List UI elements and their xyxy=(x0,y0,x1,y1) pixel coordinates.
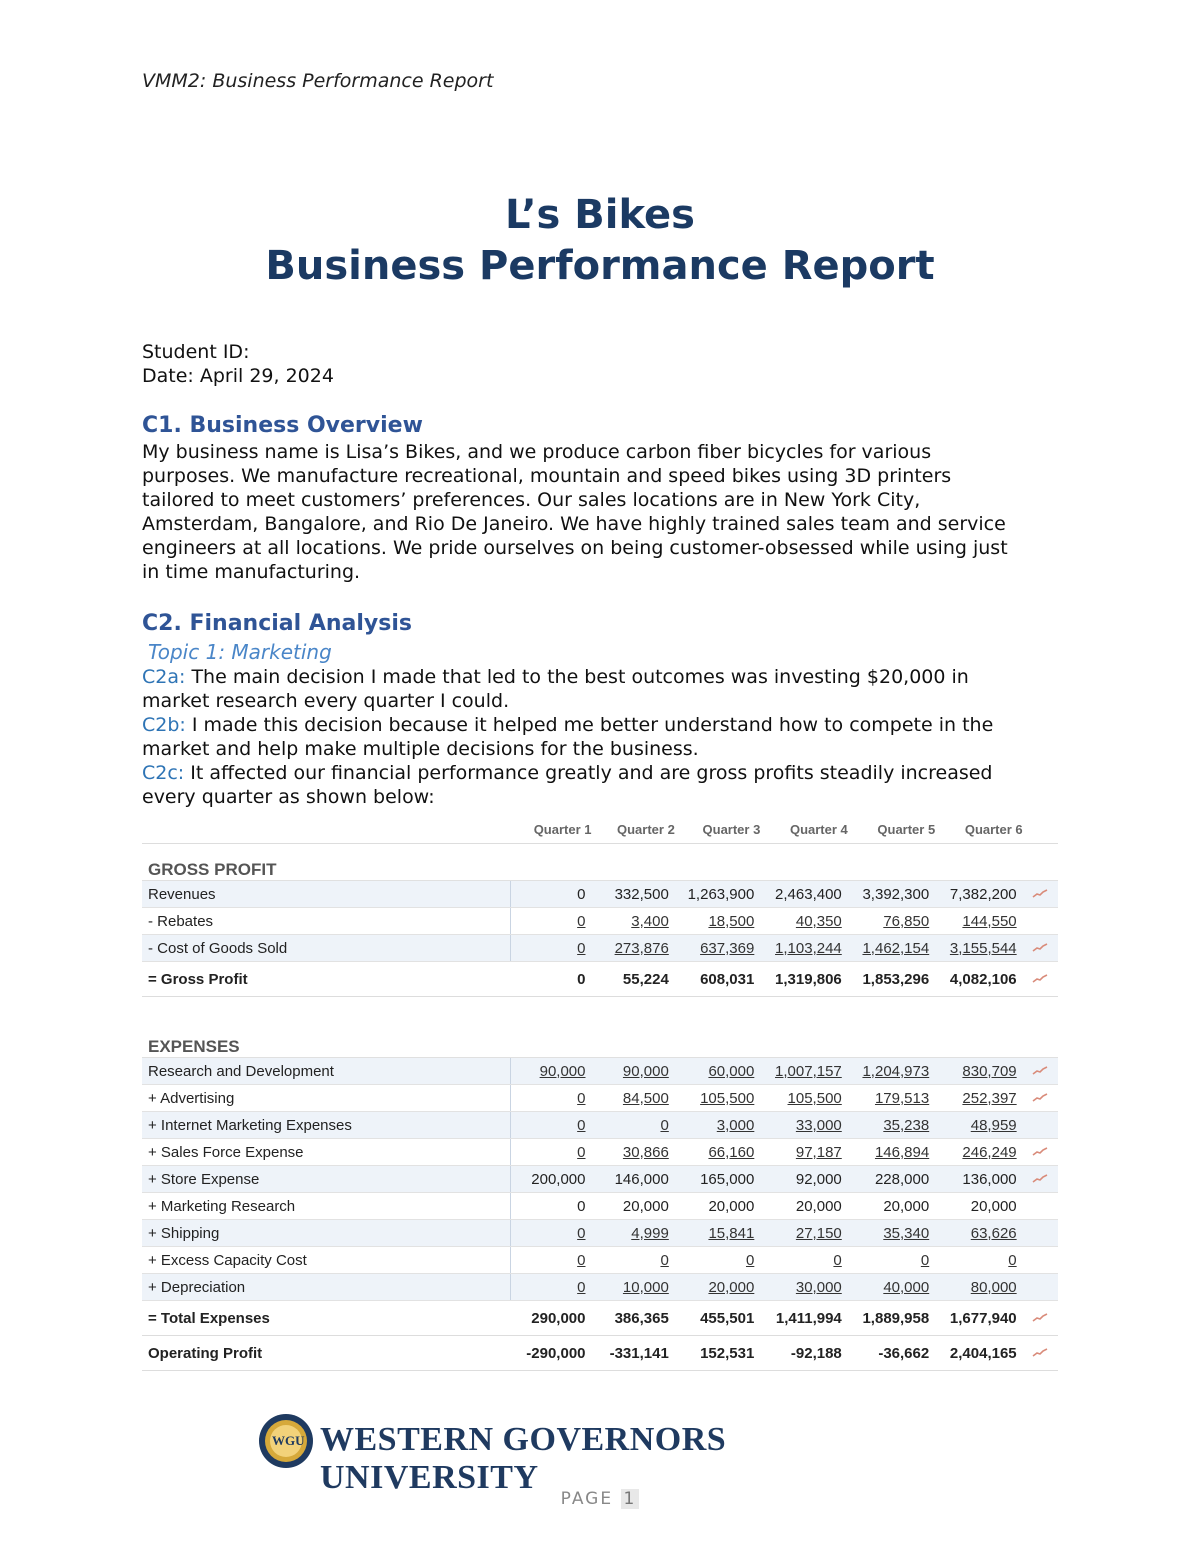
row-value xyxy=(592,1112,675,1139)
value-text: 0 xyxy=(577,970,586,988)
row-value xyxy=(510,962,591,997)
row-value xyxy=(848,1139,935,1166)
value-text: 246,249 xyxy=(962,1143,1017,1161)
row-value xyxy=(935,1336,1022,1371)
row-label: + Sales Force Expense xyxy=(142,1139,510,1166)
wgu-seal-text: WGU xyxy=(272,1433,305,1448)
row-value xyxy=(935,1301,1022,1336)
topic-1-heading: Topic 1: Marketing xyxy=(148,640,332,664)
c2c-label: C2c: xyxy=(142,762,185,784)
sparkline-icon xyxy=(1032,1313,1048,1323)
row-label: + Advertising xyxy=(142,1085,510,1112)
value-text: 84,500 xyxy=(622,1089,669,1107)
value-text: 0 xyxy=(577,912,586,930)
title-line-2: Business Performance Report xyxy=(265,243,935,289)
row-value xyxy=(760,935,847,962)
value-text: 608,031 xyxy=(700,970,755,988)
value-text: 0 xyxy=(660,1116,669,1134)
c2a-line-1 xyxy=(142,665,1062,689)
row-value xyxy=(675,962,761,997)
wgu-logo-text: WESTERN GOVERNORS UNIVERSITY xyxy=(320,1421,727,1496)
row-value xyxy=(510,1085,591,1112)
row-value xyxy=(760,1274,847,1301)
page-footer xyxy=(0,1489,1200,1509)
quarter-header: Quarter 4 xyxy=(760,815,847,844)
meta-block xyxy=(142,340,334,388)
row-label: Research and Development xyxy=(142,1058,510,1085)
row-value xyxy=(510,935,591,962)
value-text: 0 xyxy=(577,1089,586,1107)
value-text: 0 xyxy=(577,1278,586,1296)
heading-c1: C1. Business Overview xyxy=(142,413,423,438)
row-value xyxy=(760,1139,847,1166)
row-value xyxy=(848,1247,935,1274)
c2c-text: It affected our financial performance greatly and are gross profits steadily increased xyxy=(184,762,993,784)
row-value xyxy=(675,1247,761,1274)
value-text: 0 xyxy=(577,1116,586,1134)
sparkline-cell xyxy=(1023,881,1058,908)
table-row xyxy=(142,935,1058,962)
value-text: 1,889,958 xyxy=(862,1309,930,1327)
value-text: 144,550 xyxy=(962,912,1017,930)
value-text: 290,000 xyxy=(531,1309,586,1327)
value-text: 146,000 xyxy=(614,1170,669,1188)
row-value xyxy=(675,1085,761,1112)
row-value xyxy=(675,935,761,962)
quarter-header: Quarter 2 xyxy=(592,815,675,844)
row-value xyxy=(510,1247,591,1274)
table-row xyxy=(142,1220,1058,1247)
value-text: 136,000 xyxy=(962,1170,1017,1188)
sparkline-cell xyxy=(1023,1274,1058,1301)
value-text: -36,662 xyxy=(878,1344,930,1362)
sparkline-icon xyxy=(1032,1348,1048,1358)
row-value xyxy=(760,1301,847,1336)
c2a-line-2: market research every quarter I could. xyxy=(142,690,510,712)
quarter-header: Quarter 1 xyxy=(510,815,591,844)
value-text: 3,000 xyxy=(716,1116,755,1134)
sparkline-cell xyxy=(1023,962,1058,997)
value-text: 18,500 xyxy=(708,912,755,930)
row-value xyxy=(510,881,591,908)
value-text: 0 xyxy=(745,1251,755,1269)
value-text: 20,000 xyxy=(970,1197,1017,1215)
row-label: Revenues xyxy=(142,881,510,908)
row-value xyxy=(760,1166,847,1193)
row-value xyxy=(935,1139,1022,1166)
value-text: 0 xyxy=(577,1197,586,1215)
value-text: 90,000 xyxy=(622,1062,669,1080)
spacer-row xyxy=(142,997,1058,1022)
value-text: 332,500 xyxy=(614,885,669,903)
report-title xyxy=(0,190,1200,292)
value-text: 1,204,973 xyxy=(862,1062,930,1080)
row-value xyxy=(510,908,591,935)
c1-line: in time manufacturing. xyxy=(142,561,361,583)
row-value xyxy=(592,1139,675,1166)
row-value xyxy=(592,1274,675,1301)
section-title: EXPENSES xyxy=(142,1021,1058,1058)
table-row xyxy=(142,1301,1058,1336)
row-value xyxy=(592,1336,675,1371)
row-value xyxy=(592,1058,675,1085)
row-value xyxy=(592,1085,675,1112)
value-text: 1,319,806 xyxy=(775,970,842,988)
value-text: 105,500 xyxy=(787,1089,842,1107)
value-text: 97,187 xyxy=(795,1143,842,1161)
sparkline-cell xyxy=(1023,908,1058,935)
row-value xyxy=(848,1112,935,1139)
financial-table xyxy=(142,815,1058,1371)
sparkline-cell xyxy=(1023,1139,1058,1166)
value-text: 35,238 xyxy=(883,1116,930,1134)
value-text: 63,626 xyxy=(970,1224,1017,1242)
row-value xyxy=(760,1058,847,1085)
row-value xyxy=(760,1220,847,1247)
row-label: + Store Expense xyxy=(142,1166,510,1193)
row-value xyxy=(935,1166,1022,1193)
sparkline-cell xyxy=(1023,1166,1058,1193)
row-value xyxy=(935,1085,1022,1112)
row-value xyxy=(675,881,761,908)
sparkline-cell xyxy=(1023,1193,1058,1220)
table-row xyxy=(142,962,1058,997)
value-text: 1,677,940 xyxy=(949,1309,1017,1327)
value-text: 60,000 xyxy=(708,1062,755,1080)
row-value xyxy=(592,881,675,908)
value-text: 3,155,544 xyxy=(949,939,1017,957)
value-text: 20,000 xyxy=(622,1197,669,1215)
value-text: 200,000 xyxy=(531,1170,586,1188)
table-row xyxy=(142,908,1058,935)
row-value xyxy=(510,1336,591,1371)
value-text: 105,500 xyxy=(700,1089,755,1107)
value-text: 10,000 xyxy=(622,1278,669,1296)
row-value xyxy=(675,1058,761,1085)
row-value xyxy=(760,1112,847,1139)
value-text: 152,531 xyxy=(700,1344,755,1362)
value-text: 0 xyxy=(577,939,586,957)
row-label: = Total Expenses xyxy=(142,1301,510,1336)
table-row xyxy=(142,1274,1058,1301)
row-value xyxy=(935,962,1022,997)
row-label: + Internet Marketing Expenses xyxy=(142,1112,510,1139)
c2c-line-2: every quarter as shown below: xyxy=(142,786,435,808)
row-value xyxy=(592,962,675,997)
table-row xyxy=(142,1166,1058,1193)
row-value xyxy=(848,1274,935,1301)
row-value xyxy=(510,1220,591,1247)
value-text: 1,853,296 xyxy=(862,970,930,988)
value-text: 4,082,106 xyxy=(949,970,1017,988)
row-value xyxy=(935,1193,1022,1220)
section-header-row xyxy=(142,844,1058,881)
page-label: PAGE xyxy=(560,1489,614,1509)
value-text: 2,463,400 xyxy=(775,885,842,903)
row-value xyxy=(675,1139,761,1166)
value-text: 0 xyxy=(577,1143,586,1161)
header-spacer xyxy=(1023,815,1058,844)
c1-line: Amsterdam, Bangalore, and Rio De Janeiro. We have highly trained sales team and service xyxy=(142,513,1006,535)
value-text: 4,999 xyxy=(631,1224,669,1242)
row-label: = Gross Profit xyxy=(142,962,510,997)
row-value xyxy=(935,1058,1022,1085)
value-text: 15,841 xyxy=(708,1224,755,1242)
value-text: 1,462,154 xyxy=(862,939,930,957)
row-label: + Excess Capacity Cost xyxy=(142,1247,510,1274)
sparkline-cell xyxy=(1023,1220,1058,1247)
row-value xyxy=(935,1274,1022,1301)
row-value xyxy=(760,881,847,908)
table-row xyxy=(142,881,1058,908)
row-value xyxy=(848,1220,935,1247)
row-value xyxy=(510,1301,591,1336)
value-text: 165,000 xyxy=(700,1170,755,1188)
sparkline-icon xyxy=(1032,889,1048,899)
row-value xyxy=(592,1193,675,1220)
sparkline-cell xyxy=(1023,935,1058,962)
sparkline-icon xyxy=(1032,943,1048,953)
row-value xyxy=(510,1193,591,1220)
section-header-row xyxy=(142,1021,1058,1058)
report-date: Date: April 29, 2024 xyxy=(142,365,334,387)
value-text: 0 xyxy=(1008,1251,1017,1269)
value-text: -92,188 xyxy=(790,1344,842,1362)
row-value xyxy=(510,1058,591,1085)
value-text: 30,866 xyxy=(622,1143,669,1161)
row-value xyxy=(675,1193,761,1220)
value-text: 637,369 xyxy=(700,939,755,957)
quarter-header: Quarter 5 xyxy=(848,815,935,844)
table-row xyxy=(142,1058,1058,1085)
table-row xyxy=(142,1112,1058,1139)
row-value xyxy=(848,1085,935,1112)
value-text: 40,350 xyxy=(795,912,842,930)
table-row xyxy=(142,1247,1058,1274)
c2a-text: The main decision I made that led to the best outcomes was investing $20,000 in xyxy=(185,666,969,688)
value-text: 455,501 xyxy=(700,1309,755,1327)
spacer-cell xyxy=(142,997,1058,1022)
sparkline-cell xyxy=(1023,1301,1058,1336)
row-value xyxy=(848,935,935,962)
value-text: 0 xyxy=(577,885,586,903)
row-value xyxy=(592,1301,675,1336)
table-row xyxy=(142,1085,1058,1112)
row-value xyxy=(675,1301,761,1336)
c1-line: purposes. We manufacture recreational, mountain and speed bikes using 3D printers xyxy=(142,465,952,487)
value-text: 30,000 xyxy=(795,1278,842,1296)
value-text: 0 xyxy=(660,1251,669,1269)
value-text: 386,365 xyxy=(614,1309,669,1327)
row-value xyxy=(592,908,675,935)
quarter-header: Quarter 6 xyxy=(935,815,1022,844)
row-value xyxy=(592,1247,675,1274)
page-number: 1 xyxy=(621,1489,640,1509)
value-text: 55,224 xyxy=(622,970,669,988)
value-text: 179,513 xyxy=(874,1089,930,1107)
row-value xyxy=(592,1220,675,1247)
row-value xyxy=(848,881,935,908)
row-value xyxy=(848,908,935,935)
row-value xyxy=(935,1220,1022,1247)
table-row xyxy=(142,1139,1058,1166)
row-value xyxy=(935,935,1022,962)
value-text: 90,000 xyxy=(539,1062,586,1080)
row-value xyxy=(848,1193,935,1220)
value-text: 1,103,244 xyxy=(775,939,842,957)
value-text: 2,404,165 xyxy=(949,1344,1017,1362)
value-text: 1,007,157 xyxy=(775,1062,842,1080)
table-row xyxy=(142,1336,1058,1371)
row-value xyxy=(592,935,675,962)
value-text: 273,876 xyxy=(614,939,669,957)
sparkline-icon xyxy=(1032,1093,1048,1103)
row-value xyxy=(848,1166,935,1193)
value-text: -331,141 xyxy=(609,1344,669,1362)
value-text: 3,400 xyxy=(631,912,669,930)
table-row xyxy=(142,1193,1058,1220)
value-text: 830,709 xyxy=(962,1062,1017,1080)
row-label: - Rebates xyxy=(142,908,510,935)
c1-line: My business name is Lisa’s Bikes, and we produce carbon fiber bicycles for various xyxy=(142,441,932,463)
sparkline-cell xyxy=(1023,1112,1058,1139)
sparkline-icon xyxy=(1032,1066,1048,1076)
quarter-header-row xyxy=(142,815,1058,844)
row-value xyxy=(935,881,1022,908)
row-label: + Depreciation xyxy=(142,1274,510,1301)
sparkline-icon xyxy=(1032,1174,1048,1184)
row-value xyxy=(510,1274,591,1301)
value-text: 66,160 xyxy=(708,1143,755,1161)
wgu-logo xyxy=(258,1413,918,1496)
value-text: 40,000 xyxy=(883,1278,930,1296)
section-title: GROSS PROFIT xyxy=(142,844,1058,881)
row-value xyxy=(760,1085,847,1112)
row-label: + Shipping xyxy=(142,1220,510,1247)
title-line-1: L’s Bikes xyxy=(505,192,695,238)
row-label: - Cost of Goods Sold xyxy=(142,935,510,962)
row-value xyxy=(935,908,1022,935)
row-value xyxy=(760,1336,847,1371)
quarter-header: Quarter 3 xyxy=(675,815,761,844)
row-value xyxy=(675,1166,761,1193)
c2c-line-1 xyxy=(142,761,1062,785)
value-text: 76,850 xyxy=(883,912,930,930)
value-text: 146,894 xyxy=(874,1143,930,1161)
value-text: 1,263,900 xyxy=(687,885,755,903)
value-text: 0 xyxy=(577,1251,586,1269)
sparkline-cell xyxy=(1023,1336,1058,1371)
header-spacer xyxy=(142,815,510,844)
row-value xyxy=(675,1336,761,1371)
value-text: 20,000 xyxy=(795,1197,842,1215)
row-label: Operating Profit xyxy=(142,1336,510,1371)
row-value xyxy=(848,1058,935,1085)
row-value xyxy=(760,962,847,997)
sparkline-cell xyxy=(1023,1085,1058,1112)
value-text: 228,000 xyxy=(874,1170,930,1188)
value-text: 80,000 xyxy=(970,1278,1017,1296)
value-text: 20,000 xyxy=(708,1197,755,1215)
value-text: -290,000 xyxy=(526,1344,586,1362)
row-label: + Marketing Research xyxy=(142,1193,510,1220)
value-text: 0 xyxy=(833,1251,842,1269)
row-value xyxy=(760,908,847,935)
value-text: 33,000 xyxy=(795,1116,842,1134)
row-value xyxy=(760,1247,847,1274)
sparkline-icon xyxy=(1032,974,1048,984)
c1-line: engineers at all locations. We pride ourselves on being customer-obsessed while using just xyxy=(142,537,1008,559)
document-header: VMM2: Business Performance Report xyxy=(142,70,494,92)
row-value xyxy=(510,1112,591,1139)
value-text: 48,959 xyxy=(970,1116,1017,1134)
value-text: 3,392,300 xyxy=(862,885,930,903)
row-value xyxy=(760,1193,847,1220)
row-value xyxy=(935,1112,1022,1139)
c1-line: tailored to meet customers’ preferences. Our sales locations are in New York City, xyxy=(142,489,921,511)
heading-c2: C2. Financial Analysis xyxy=(142,611,412,636)
c1-paragraph xyxy=(142,440,1062,584)
row-value xyxy=(675,1274,761,1301)
row-value xyxy=(592,1166,675,1193)
value-text: 252,397 xyxy=(962,1089,1017,1107)
row-value xyxy=(510,1166,591,1193)
sparkline-icon xyxy=(1032,1147,1048,1157)
value-text: 0 xyxy=(577,1224,586,1242)
student-id: Student ID: xyxy=(142,341,250,363)
row-value xyxy=(675,1112,761,1139)
sparkline-cell xyxy=(1023,1058,1058,1085)
row-value xyxy=(848,962,935,997)
c2b-line-1 xyxy=(142,713,1062,737)
value-text: 27,150 xyxy=(795,1224,842,1242)
c2-paragraph xyxy=(142,665,1062,809)
value-text: 0 xyxy=(920,1251,930,1269)
row-value xyxy=(675,908,761,935)
row-value xyxy=(848,1336,935,1371)
c2a-label: C2a: xyxy=(142,666,186,688)
value-text: 20,000 xyxy=(883,1197,930,1215)
c2b-line-2: market and help make multiple decisions for the business. xyxy=(142,738,699,760)
row-value xyxy=(848,1301,935,1336)
c2b-text: I made this decision because it helped me better understand how to compete in the xyxy=(185,714,994,736)
sparkline-cell xyxy=(1023,1247,1058,1274)
value-text: 35,340 xyxy=(883,1224,930,1242)
value-text: 1,411,994 xyxy=(775,1309,842,1327)
row-value xyxy=(935,1247,1022,1274)
value-text: 92,000 xyxy=(795,1170,842,1188)
value-text: 20,000 xyxy=(708,1278,755,1296)
c2b-label: C2b: xyxy=(142,714,186,736)
value-text: 7,382,200 xyxy=(949,885,1017,903)
row-value xyxy=(675,1220,761,1247)
row-value xyxy=(510,1139,591,1166)
